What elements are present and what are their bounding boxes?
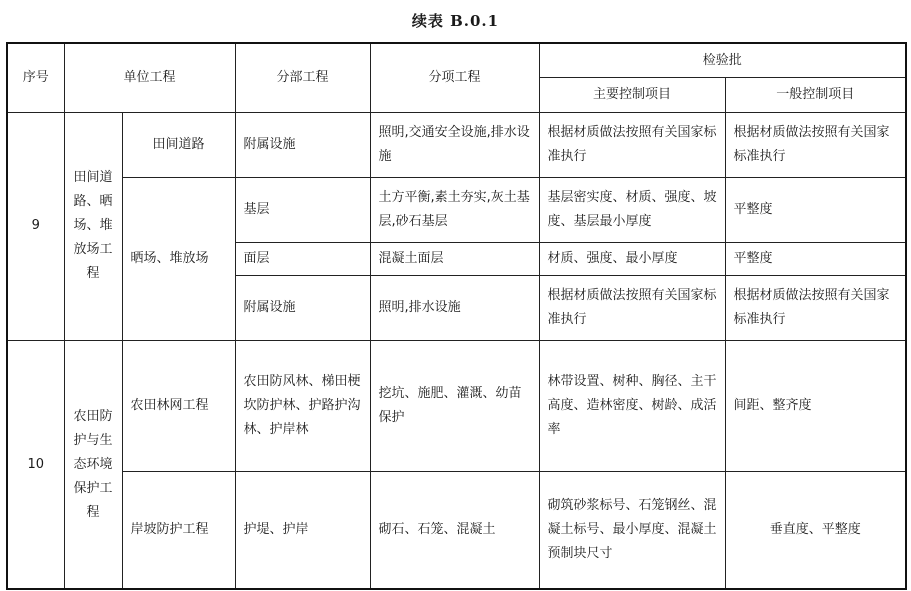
header-seq: 序号 [7,43,64,112]
general-control-cell: 间距、整齐度 [725,341,906,471]
main-control-cell: 砌筑砂浆标号、石笼钢丝、混凝土标号、最小厚度、混凝土预制块尺寸 [539,471,725,589]
unit-cell: 农田防护与生态环境保护工程 [64,341,122,589]
division-cell: 附属设施 [235,276,370,341]
sub-unit-cell: 田间道路 [122,112,235,177]
general-control-cell: 平整度 [725,177,906,242]
general-control-cell: 垂直度、平整度 [725,471,906,589]
table-title: 续表 B.0.1 [411,12,500,30]
division-cell: 附属设施 [235,112,370,177]
division-cell: 护堤、护岸 [235,471,370,589]
header-general-control: 一般控制项目 [725,78,906,113]
item-cell: 土方平衡,素土夯实,灰土基层,砂石基层 [370,177,539,242]
main-control-cell: 根据材质做法按照有关国家标准执行 [539,112,725,177]
header-row [7,43,906,78]
division-cell: 农田防风林、梯田梗坎防护林、护路护沟林、护岸林 [235,341,370,471]
table-row [7,341,906,471]
general-control-cell: 平整度 [725,242,906,276]
item-cell: 照明,排水设施 [370,276,539,341]
seq-cell: 10 [7,341,64,589]
general-control-cell: 根据材质做法按照有关国家标准执行 [725,112,906,177]
unit-cell: 田间道路、晒场、堆放场工程 [64,112,122,341]
header-main-control: 主要控制项目 [539,78,725,113]
sub-unit-cell: 晒场、堆放场 [122,177,235,341]
division-cell: 基层 [235,177,370,242]
header-division: 分部工程 [235,43,370,112]
header-inspection: 检验批 [539,43,906,78]
seq-cell: 9 [7,112,64,341]
inspection-table [6,42,907,590]
table-row [7,177,906,242]
main-control-cell: 根据材质做法按照有关国家标准执行 [539,276,725,341]
main-control-cell: 材质、强度、最小厚度 [539,242,725,276]
item-cell: 挖坑、施肥、灌溉、幼苗保护 [370,341,539,471]
sub-unit-cell: 岸坡防护工程 [122,471,235,589]
item-cell: 照明,交通安全设施,排水设施 [370,112,539,177]
sub-unit-cell: 农田林网工程 [122,341,235,471]
table-row [7,112,906,177]
division-cell: 面层 [235,242,370,276]
item-cell: 砌石、石笼、混凝土 [370,471,539,589]
item-cell: 混凝土面层 [370,242,539,276]
main-control-cell: 林带设置、树种、胸径、主干高度、造林密度、树龄、成活率 [539,341,725,471]
table-row [7,471,906,589]
header-item: 分项工程 [370,43,539,112]
header-unit: 单位工程 [64,43,235,112]
main-control-cell: 基层密实度、材质、强度、坡度、基层最小厚度 [539,177,725,242]
general-control-cell: 根据材质做法按照有关国家标准执行 [725,276,906,341]
